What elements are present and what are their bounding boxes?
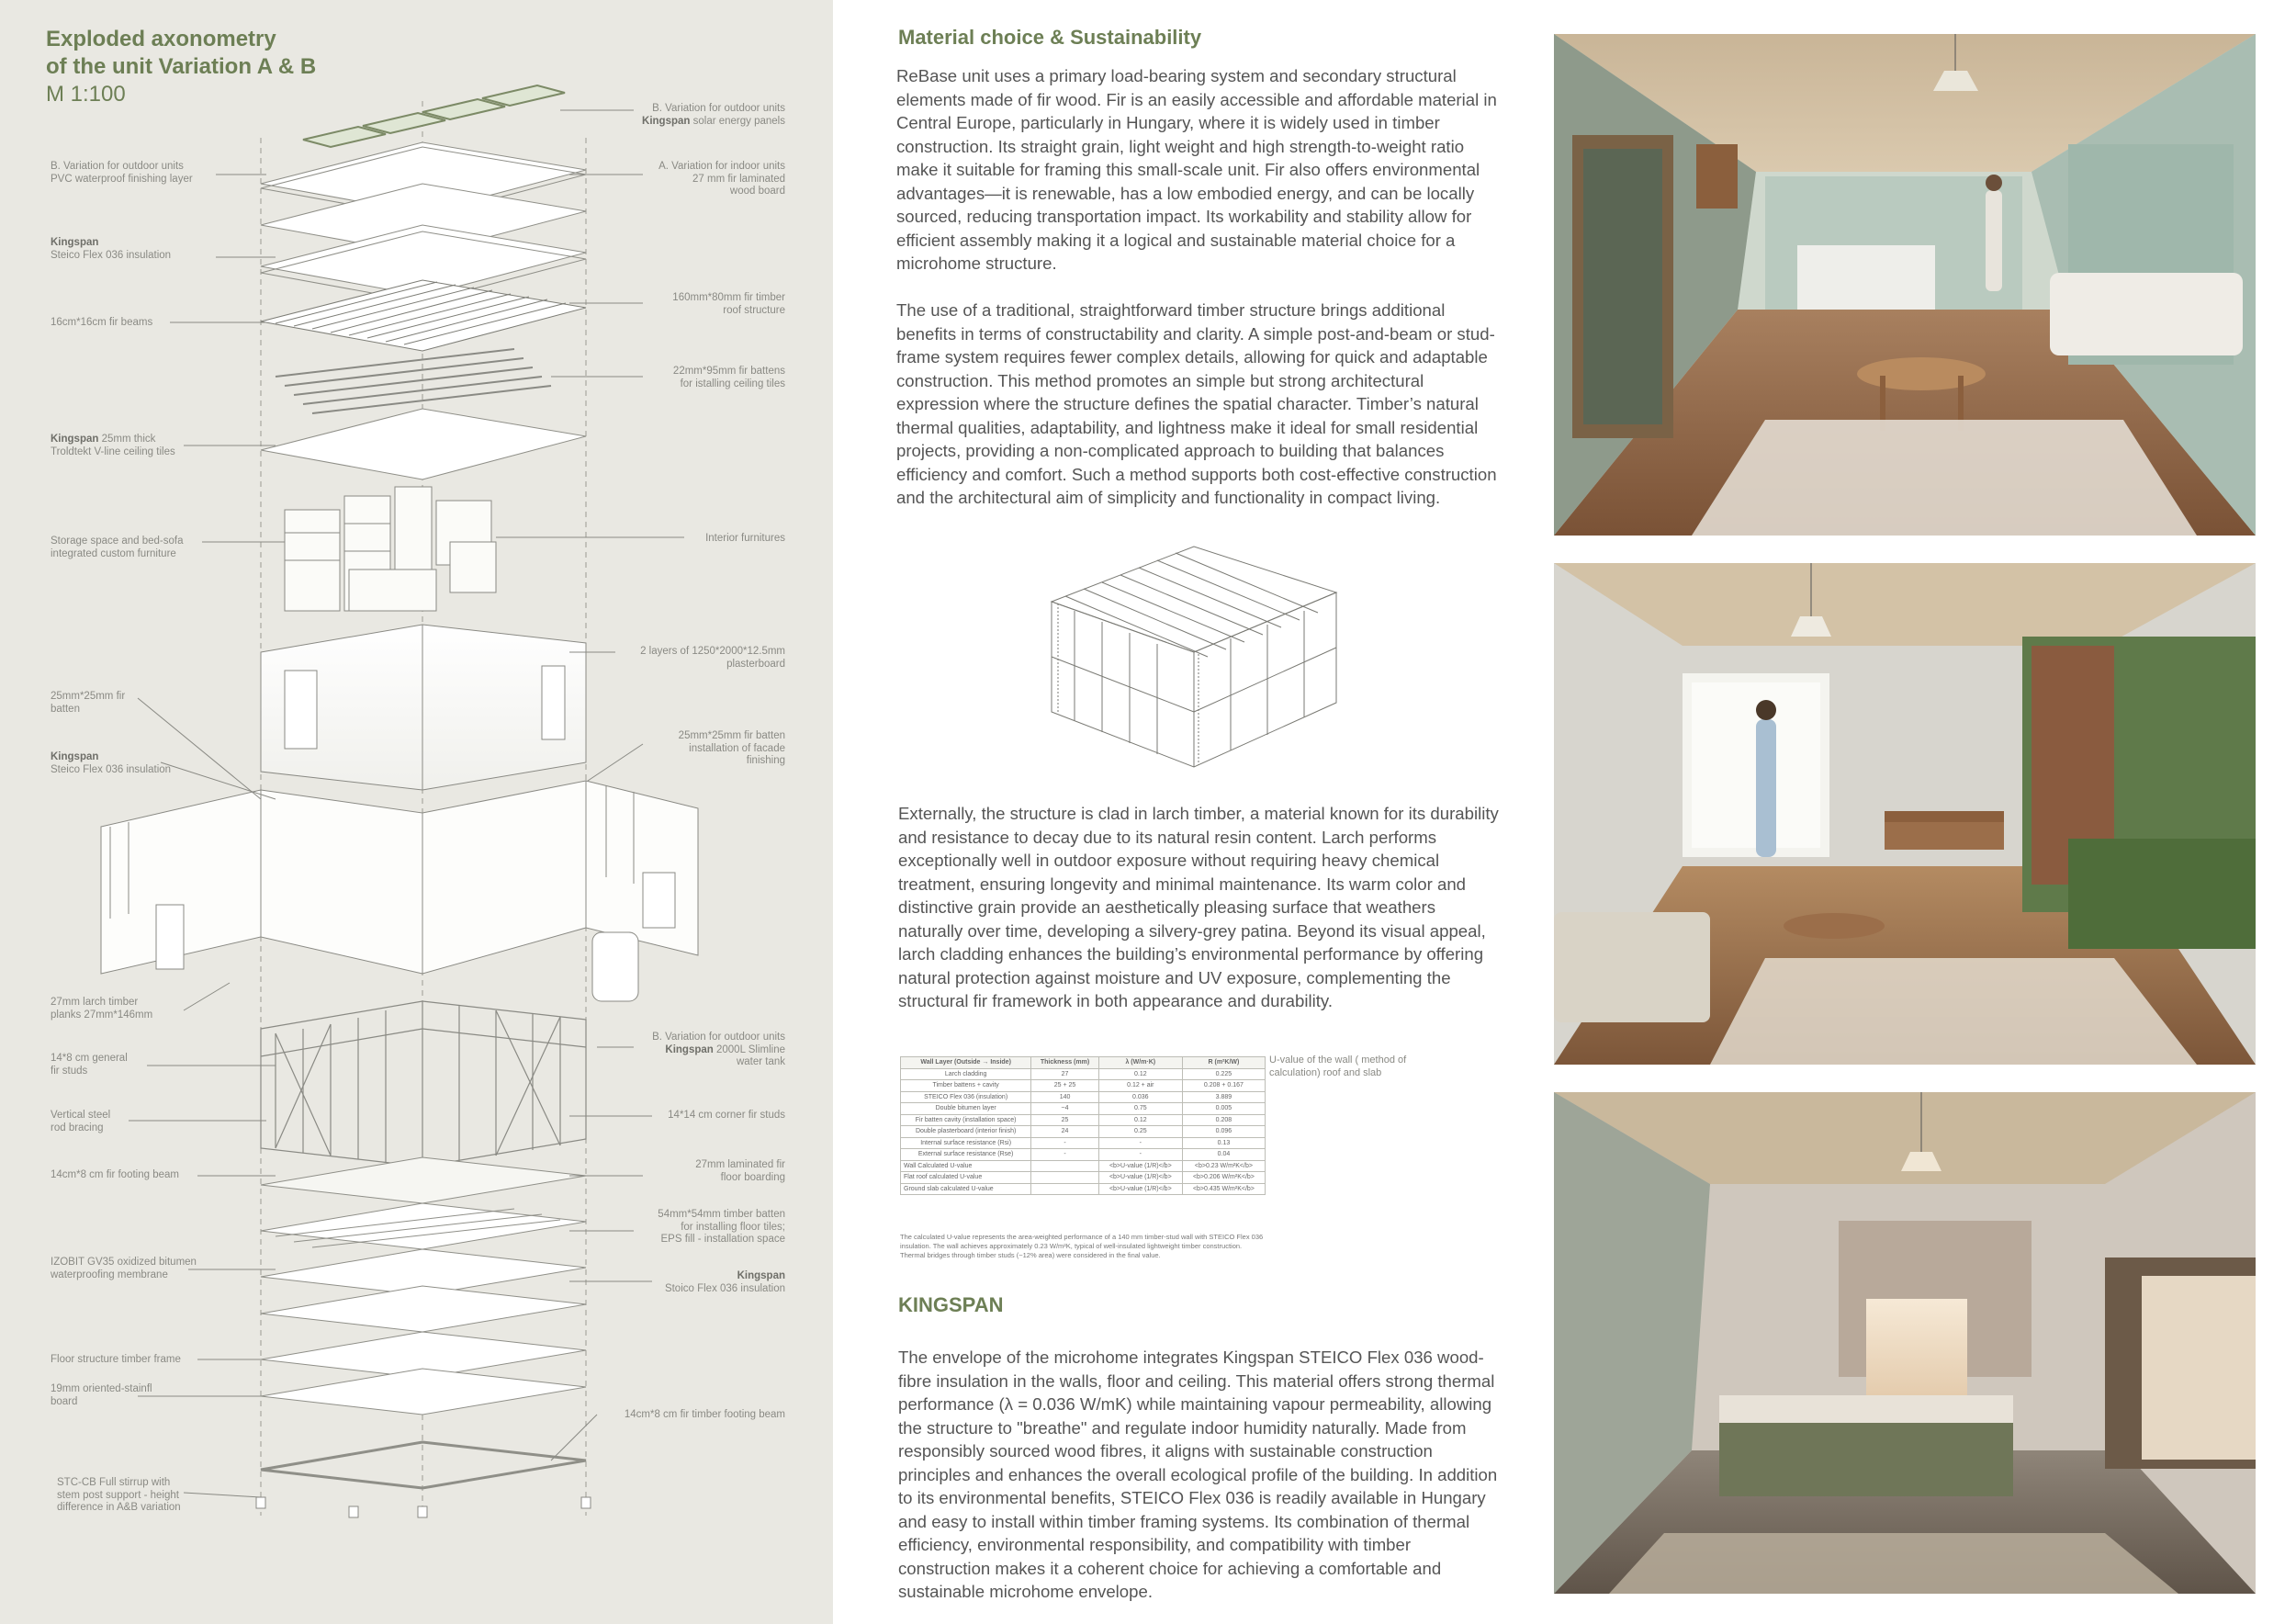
annotation-ceiling-battens: 22mm*95mm fir battens for istalling ceiling tiles [672, 366, 785, 389]
table-header: R (m²K/W) [1182, 1057, 1265, 1069]
annotation-corner-studs: 14*14 cm corner fir studs [668, 1110, 785, 1121]
table-footnote: The calculated U-value represents the area-weighted performance of a 140 mm timber-stud wall with STEICO Flex 036 insulation. The wall achieves approximately 0.23 W/m²K, typical of well-insulated lightweight timber construction. Thermal bridges through timber studs (~12% area) were considered in the final value. [900, 1233, 1264, 1259]
footing-beam-layer [261, 1442, 586, 1488]
stirrup-supports [256, 1497, 591, 1517]
annotation-plasterboard: 2 layers of 1250*2000*12.5mm plasterboard [640, 646, 785, 670]
annotation-floor-insulation: Kingspan Stoico Flex 036 insulation [664, 1270, 785, 1294]
floor-boarding-layer [261, 1157, 586, 1203]
axonometry-scale: M 1:100 [46, 82, 126, 107]
axonometry-title-line2: of the unit Variation A & B [46, 54, 317, 79]
annotation-floor-battens: 54mm*54mm timber batten for installing floor tiles; EPS fill - installation space [658, 1209, 785, 1245]
plasterboard-layer [261, 625, 586, 790]
annotation-fir-studs: 14*8 cm general fir studs [51, 1053, 128, 1077]
paragraph-timber-structure: The use of a traditional, straightforward timber structure brings additional benefits in terms of constructability and clarity. A simple post-and-beam or stud-frame system requires fewer complex details, allowing for quick and adaptable construction. This method promotes an simple but strong architectural expression where the structure defines the spatial character. Timber’s natural thermal qualities, adaptability, and lightness make it ideal for small residential projects, providing a non-complicated approach to building that balances efficiency and comfort. Such a method supports both cost-effective construction and the architectural aim of simplicity and functionality in compact living. [896, 300, 1497, 507]
table-row: Double bitumen layer ~4 0.75 0.005 [901, 1103, 1266, 1115]
floor-battens-layer [261, 1203, 586, 1249]
u-value-side-note: U-value of the wall ( method of calculation) roof and slab [1269, 1054, 1407, 1078]
table-row: Larch cladding 27 0.12 0.225 [901, 1068, 1266, 1080]
table-row: Double plasterboard (interior finish) 24 0.25 0.096 [901, 1126, 1266, 1138]
annotation-ceiling-tiles: Kingspan 25mm thick Troldtekt V-line ceiling tiles [51, 434, 175, 457]
osb-layer [261, 1369, 586, 1415]
timber-frame-layer [261, 1001, 586, 1167]
annotation-floor-boarding: 27mm laminated fir floor boarding [695, 1159, 785, 1183]
annotation-steel-bracing: Vertical steel rod bracing [51, 1110, 111, 1133]
annotation-wall-insulation: Kingspan Steico Flex 036 insulation [51, 751, 172, 775]
wall-layer-table [900, 1056, 1266, 1195]
annotation-facade-batten: 25mm*25mm fir batten installation of facade finishing [678, 730, 785, 766]
annotation-roof-structure: 160mm*80mm fir timber roof structure [672, 292, 785, 316]
annotation-pvc-layer: B. Variation for outdoor units PVC waterproof finishing layer [51, 161, 193, 185]
table-row: Flat roof calculated U-value <b>U-value (1/R)</b> <b>0.206 W/m²K</b> [901, 1172, 1266, 1184]
solar-panels-layer [303, 85, 565, 147]
table-row: STEICO Flex 036 (insulation) 140 0.036 3.889 [901, 1091, 1266, 1103]
ceiling-battens-layer [276, 349, 551, 413]
table-header-row [901, 1057, 1266, 1069]
interior-render-bedroom [1554, 1092, 2256, 1594]
annotation-roof-insulation: Kingspan Steico Flex 036 insulation [51, 237, 172, 261]
annotation-footing-beam: 14cm*8 cm fir footing beam [51, 1169, 179, 1180]
exploded-axonometry-panel [0, 0, 833, 1624]
annotation-stirrup: STC-CB Full stirrup with stem post support - height difference in A&B variation [57, 1477, 181, 1513]
annotation-fir-beams: 16cm*16cm fir beams [51, 317, 153, 328]
annotation-fir-batten: 25mm*25mm fir batten [51, 691, 126, 715]
water-tank [592, 932, 638, 1001]
furniture-layer [285, 487, 496, 611]
annotation-interior-furnitures: Interior furnitures [705, 533, 785, 544]
table-row: Internal surface resistance (Rsi) - - 0.13 [901, 1137, 1266, 1149]
floor-insulation-layer [261, 1286, 586, 1332]
ceiling-tiles-layer [261, 409, 586, 479]
table-row: Ground slab calculated U-value <b>U-value (1/R)</b> <b>0.435 W/m²K</b> [901, 1183, 1266, 1195]
timber-frame-isometric-sketch [1047, 537, 1341, 776]
paragraph-fir-wood: ReBase unit uses a primary load-bearing system and secondary structural elements made of fir wood. Fir is an easily accessible and affordable material in Central Europe, particularly in Hungary, where it is widely used in timber construction. Its straight grain, light weight and high strength-to-weight ratio make it suitable for framing this small-scale unit. Fir also offers environmental advantages—it is renewable, has a low embodied energy, and can be locally sourced, reducing transportation impact. Its workability and stability allow for efficient assembly making it a logical and sustainable material choice for a microhome structure. [896, 66, 1497, 273]
annotation-larch-planks: 27mm larch timber planks 27mm*146mm [51, 997, 153, 1021]
axonometry-title-line1: Exploded axonometry [46, 27, 276, 51]
interior-render-living-kitchen [1554, 34, 2256, 536]
annotation-storage-furniture: Storage space and bed-sofa integrated custom furniture [51, 536, 184, 559]
table-header: Thickness (mm) [1031, 1057, 1099, 1069]
annotation-osb-board: 19mm oriented-stainfl board [51, 1383, 152, 1407]
annotation-solar-panels: B. Variation for outdoor units Kingspan solar energy panels [642, 103, 785, 127]
table-row: Timber battens + cavity 25 + 25 0.12 + air 0.208 + 0.167 [901, 1080, 1266, 1092]
table-header: λ (W/m·K) [1098, 1057, 1182, 1069]
paragraph-larch-cladding: Externally, the structure is clad in larch timber, a material known for its durability and resistance to decay due to its natural resin content. Larch performs exceptionally well in outdoor exposure without requiring heavy chemical treatment, ensuring longevity and minimal maintenance. Its warm color and distinctive grain provide an aesthetically pleasing surface that weathers naturally over time, developing a silvery-grey patina. Beyond its visual appeal, larch cladding enhances the building’s environmental performance by offering natural protection against moisture and UV exposure, complementing the structural fir framework in both appearance and durability. [898, 804, 1499, 1010]
interior-render-window-view [1554, 563, 2256, 1065]
roof-structure-layer [261, 280, 586, 351]
table-row: Wall Calculated U-value <b>U-value (1/R)</b> <b>0.23 W/m²K</b> [901, 1160, 1266, 1172]
heading-material-choice: Material choice & Sustainability [898, 26, 1202, 49]
annotation-fir-board: A. Variation for indoor units 27 mm fir laminated wood board [658, 161, 785, 197]
annotation-bitumen-membrane: IZOBIT GV35 oxidized bitumen waterproofing membrane [51, 1257, 197, 1280]
table-row: External surface resistance (Rse) - - 0.04 [901, 1149, 1266, 1161]
heading-kingspan: KINGSPAN [898, 1293, 1004, 1316]
annotation-floor-frame: Floor structure timber frame [51, 1354, 181, 1365]
table-row: Fir batten cavity (installation space) 25 0.12 0.208 [901, 1114, 1266, 1126]
annotation-timber-footing-beam: 14cm*8 cm fir timber footing beam [624, 1409, 785, 1420]
table-header: Wall Layer (Outside → Inside) [901, 1057, 1031, 1069]
paragraph-kingspan: The envelope of the microhome integrates Kingspan STEICO Flex 036 wood-fibre insulation in the walls, floor and ceiling. This material offers strong thermal performance (λ = 0.036 W/mK) while maintaining vapour permeability, allowing the structure to "breathe" and regulate indoor humidity naturally. Made from responsibly sourced wood fibres, it aligns with sustainable construction principles and enhances the overall ecological profile of the building. In addition to its environmental benefits, STEICO Flex 036 is readily available in Hungary and easy to install within timber framing systems. Its combination of thermal efficiency, environmental responsibility, and compatibility with timber construction makes it a coherent choice for achieving a comfortable and sustainable microhome envelope. [898, 1348, 1498, 1601]
annotation-water-tank: B. Variation for outdoor units Kingspan 2000L Slimline water tank [652, 1032, 785, 1067]
